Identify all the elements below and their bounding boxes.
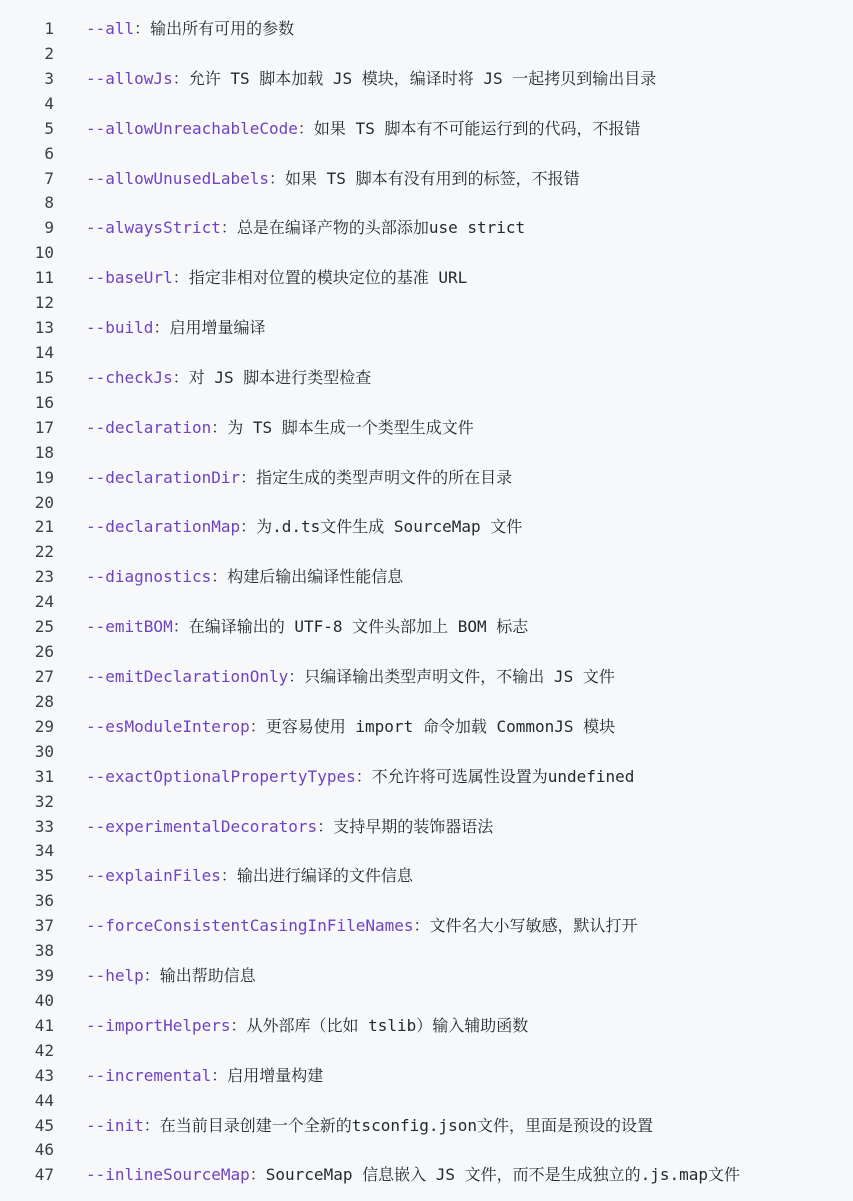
line-number: 12: [34, 293, 54, 313]
line-number: 6: [44, 143, 54, 163]
code-line: [0, 740, 853, 765]
line-number: 30: [34, 741, 54, 761]
code-line: [0, 1014, 853, 1039]
line-number: 34: [34, 841, 54, 861]
code-line: [0, 815, 853, 840]
code-line: [0, 964, 853, 989]
code-line: [0, 466, 853, 491]
option-description: ：在编译输出的 UTF-8 文件头部加上 BOM 标志: [172, 617, 529, 637]
line-code: [86, 266, 467, 291]
line-code: [86, 316, 265, 341]
line-number: 37: [34, 916, 54, 936]
code-line: [0, 266, 853, 291]
option-flag: --esModuleInterop: [86, 716, 250, 736]
option-flag: --incremental: [86, 1065, 212, 1085]
option-flag: --build: [86, 318, 154, 338]
code-line: [0, 615, 853, 640]
line-code: [86, 17, 294, 42]
line-number: 17: [34, 417, 54, 437]
option-flag: --emitBOM: [86, 617, 173, 637]
line-number: 15: [34, 367, 54, 387]
line-number: 24: [34, 592, 54, 612]
line-number: 5: [44, 118, 54, 138]
line-number: 20: [34, 492, 54, 512]
option-description: ：如果 TS 脚本有没有用到的标签，不报错: [269, 168, 580, 188]
option-description: ：指定生成的类型声明文件的所在目录: [240, 467, 513, 487]
line-number: 4: [44, 93, 54, 113]
line-number: 32: [34, 791, 54, 811]
line-number: 36: [34, 891, 54, 911]
option-flag: --emitDeclarationOnly: [86, 666, 289, 686]
line-number: 8: [44, 193, 54, 213]
code-line: [0, 640, 853, 665]
code-line: [0, 92, 853, 117]
line-code: [86, 67, 656, 92]
option-flag: --inlineSourceMap: [86, 1165, 250, 1185]
code-line: [0, 1114, 853, 1139]
option-flag: --baseUrl: [86, 268, 173, 288]
line-code: [86, 515, 522, 540]
option-description: ：为 TS 脚本生成一个类型生成文件: [211, 417, 474, 437]
line-number: 40: [34, 990, 54, 1010]
line-code: [86, 715, 615, 740]
code-line: [0, 142, 853, 167]
option-description: ：不允许将可选属性设置为undefined: [355, 766, 635, 786]
code-line: [0, 341, 853, 366]
line-code: [86, 964, 256, 989]
code-line: [0, 864, 853, 889]
line-number: 10: [34, 243, 54, 263]
option-description: ：启用增量构建: [211, 1065, 324, 1085]
line-number: 22: [34, 542, 54, 562]
line-number: 41: [34, 1015, 54, 1035]
code-line: [0, 989, 853, 1014]
line-number: 45: [34, 1115, 54, 1135]
option-description: ：启用增量编译: [153, 318, 266, 338]
option-flag: --explainFiles: [86, 866, 221, 886]
line-code: [86, 216, 525, 241]
option-description: ：输出所有可用的参数: [134, 19, 295, 38]
code-line: [0, 117, 853, 142]
code-line: [0, 939, 853, 964]
option-flag: --exactOptionalPropertyTypes: [86, 766, 356, 786]
line-number: 23: [34, 567, 54, 587]
code-line: [0, 839, 853, 864]
option-flag: --experimentalDecorators: [86, 816, 318, 836]
line-code: [86, 366, 371, 391]
option-flag: --forceConsistentCasingInFileNames: [86, 916, 414, 936]
code-line: [0, 765, 853, 790]
line-number: 44: [34, 1090, 54, 1110]
option-description: ：文件名大小写敏感，默认打开: [413, 916, 638, 936]
line-number: 42: [34, 1040, 54, 1060]
line-number: 13: [34, 318, 54, 338]
line-code: [86, 1064, 323, 1089]
code-line: [0, 17, 853, 42]
option-description: ：输出进行编译的文件信息: [220, 866, 413, 886]
line-number: 9: [44, 218, 54, 238]
code-line: [0, 291, 853, 316]
option-flag: --checkJs: [86, 367, 173, 387]
option-flag: --alwaysStrict: [86, 218, 221, 238]
code-line: [0, 191, 853, 216]
line-number: 21: [34, 517, 54, 537]
option-description: ：更容易使用 import 命令加载 CommonJS 模块: [249, 716, 616, 736]
option-flag: --diagnostics: [86, 567, 212, 587]
line-number: 43: [34, 1065, 54, 1085]
option-description: ：允许 TS 脚本加载 JS 模块，编译时将 JS 一起拷贝到输出目录: [172, 68, 657, 88]
option-flag: --allowUnusedLabels: [86, 168, 270, 188]
code-line: [0, 491, 853, 516]
code-line: [0, 715, 853, 740]
line-number: 47: [34, 1165, 54, 1185]
option-description: ：指定非相对位置的模块定位的基准 URL: [172, 268, 468, 288]
option-description: ：支持早期的装饰器语法: [317, 816, 494, 836]
line-code: [86, 565, 403, 590]
code-line: [0, 1138, 853, 1163]
code-line: [0, 665, 853, 690]
option-description: ：从外部库（比如 tslib）输入辅助函数: [230, 1015, 529, 1035]
option-flag: --declaration: [86, 417, 212, 437]
option-flag: --declarationDir: [86, 467, 241, 487]
code-line: [0, 790, 853, 815]
option-flag: --importHelpers: [86, 1015, 231, 1035]
line-code: [86, 466, 512, 491]
code-line: [0, 889, 853, 914]
option-description: ：如果 TS 脚本有不可能运行到的代码，不报错: [297, 118, 641, 138]
line-number: 1: [44, 19, 54, 38]
line-code: [86, 914, 638, 939]
line-number: 39: [34, 966, 54, 986]
line-number: 27: [34, 666, 54, 686]
option-description: ：总是在编译产物的头部添加use strict: [220, 218, 526, 238]
line-number: 33: [34, 816, 54, 836]
code-line: [0, 515, 853, 540]
line-code: [86, 864, 413, 889]
line-code: [86, 815, 493, 840]
option-description: ：为.d.ts文件生成 SourceMap 文件: [240, 517, 523, 537]
code-line: [0, 316, 853, 341]
line-number: 18: [34, 442, 54, 462]
code-lines: [0, 17, 853, 1188]
line-code: [86, 416, 474, 441]
code-line: [0, 416, 853, 441]
line-number: 19: [34, 467, 54, 487]
line-number: 14: [34, 342, 54, 362]
line-code: [86, 665, 615, 690]
line-code: [86, 117, 640, 142]
option-flag: --all: [86, 19, 135, 38]
code-line: [0, 1039, 853, 1064]
option-description: ：在当前目录创建一个全新的tsconfig.json文件，里面是预设的设置: [143, 1115, 654, 1135]
code-line: [0, 1163, 853, 1188]
code-line: [0, 565, 853, 590]
line-code: [86, 167, 580, 192]
line-code: [86, 765, 634, 790]
option-description: ：构建后输出编译性能信息: [211, 567, 404, 587]
code-line: [0, 366, 853, 391]
option-flag: --allowUnreachableCode: [86, 118, 298, 138]
line-number: 7: [44, 168, 54, 188]
line-number: 38: [34, 941, 54, 961]
line-code: [86, 1163, 740, 1188]
code-line: [0, 42, 853, 67]
line-number: 11: [34, 268, 54, 288]
line-number: 3: [44, 68, 54, 88]
option-flag: --help: [86, 966, 144, 986]
line-number: 25: [34, 617, 54, 637]
line-number: 16: [34, 392, 54, 412]
option-description: ：对 JS 脚本进行类型检查: [172, 367, 372, 387]
code-line: [0, 67, 853, 92]
code-line: [0, 391, 853, 416]
line-code: [86, 1114, 653, 1139]
line-number: 46: [34, 1140, 54, 1160]
line-number: 2: [44, 43, 54, 63]
line-number: 26: [34, 642, 54, 662]
code-line: [0, 216, 853, 241]
code-line: [0, 914, 853, 939]
code-line: [0, 540, 853, 565]
line-code: [86, 1014, 528, 1039]
code-line: [0, 167, 853, 192]
option-flag: --declarationMap: [86, 517, 241, 537]
line-number: 29: [34, 716, 54, 736]
line-number: 28: [34, 691, 54, 711]
code-line: [0, 690, 853, 715]
code-line: [0, 441, 853, 466]
code-line: [0, 1064, 853, 1089]
option-description: ：SourceMap 信息嵌入 JS 文件，而不是生成独立的.js.map文件: [249, 1165, 741, 1185]
line-number: 31: [34, 766, 54, 786]
code-line: [0, 1089, 853, 1114]
option-flag: --init: [86, 1115, 144, 1135]
line-code: [86, 615, 528, 640]
code-line: [0, 241, 853, 266]
option-description: ：只编译输出类型声明文件，不输出 JS 文件: [288, 666, 615, 686]
line-number: 35: [34, 866, 54, 886]
option-flag: --allowJs: [86, 68, 173, 88]
code-line: [0, 590, 853, 615]
option-description: ：输出帮助信息: [143, 966, 256, 986]
